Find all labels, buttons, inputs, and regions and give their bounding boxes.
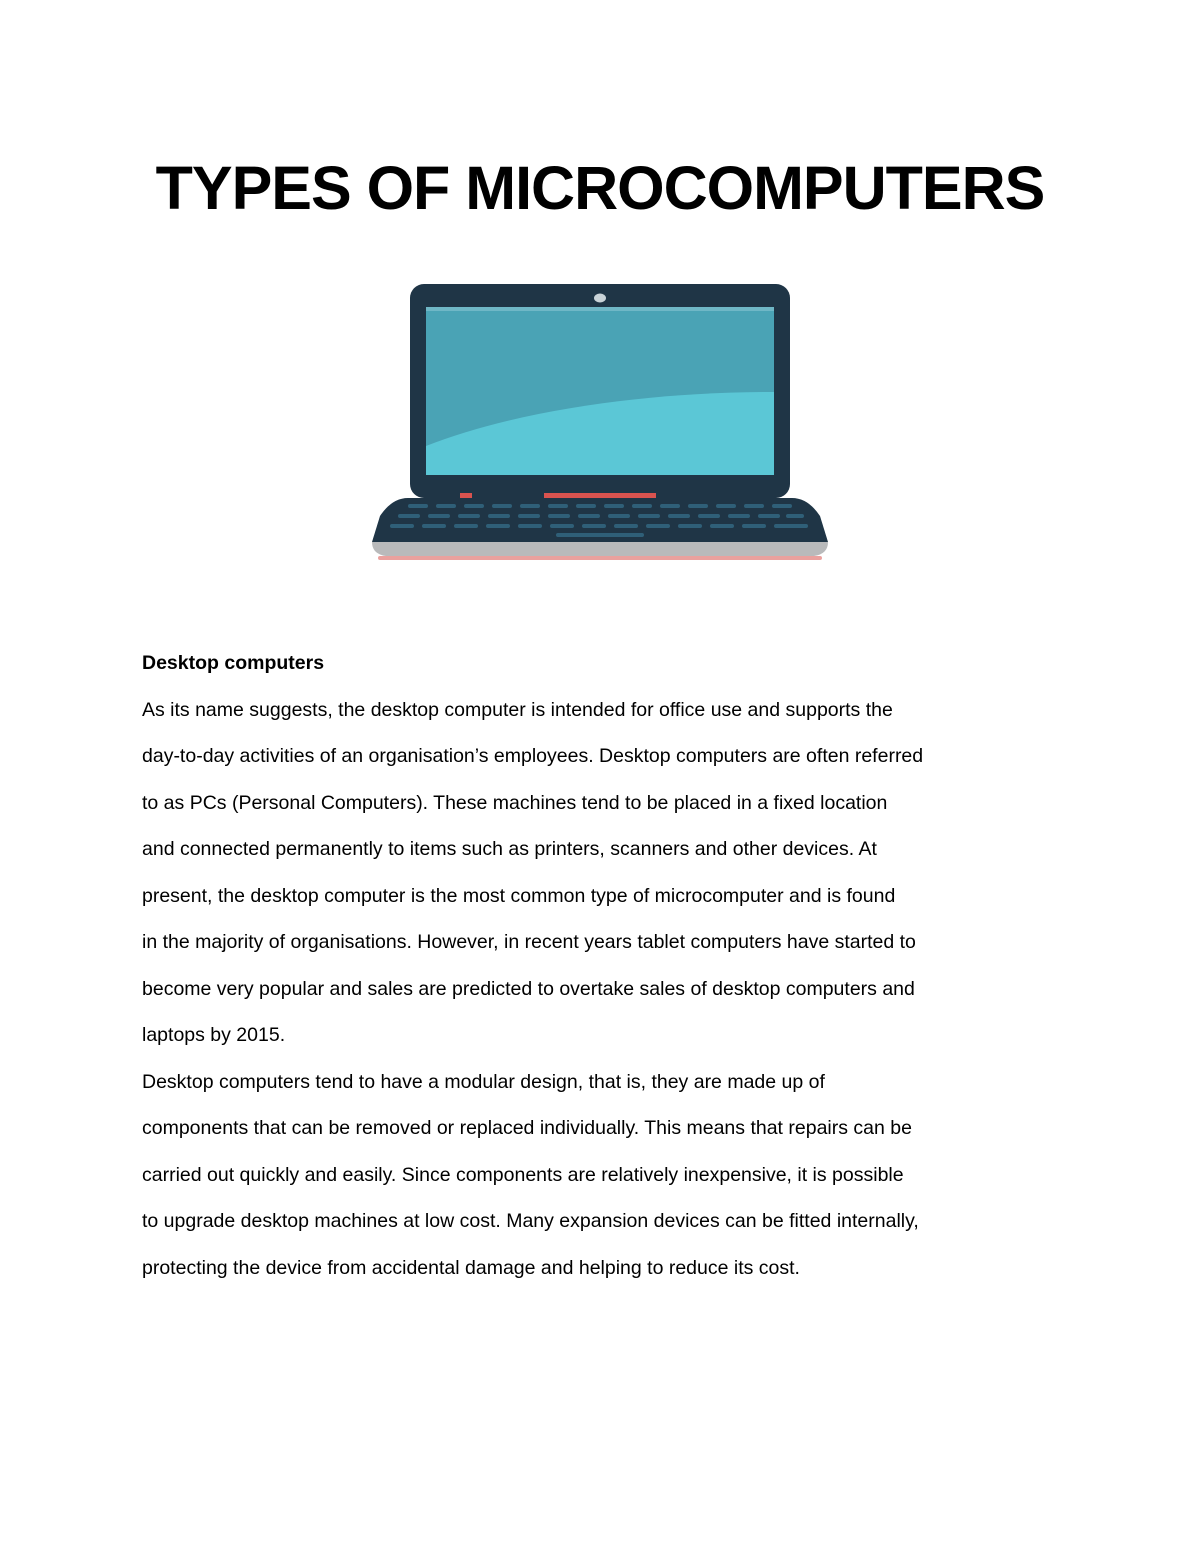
text-line: become very popular and sales are predicted to overtake sales of desktop computers and	[142, 977, 915, 1000]
document-title: TYPES OF MICROCOMPUTERS	[155, 154, 1045, 222]
text-line: to upgrade desktop machines at low cost. Many expansion devices can be fitted internally,	[142, 1210, 919, 1232]
text-line: in the majority of organisations. However, in recent years tablet computers have started to	[142, 931, 916, 953]
text-line: laptops by 2015.	[142, 1024, 286, 1046]
section-heading: Desktop computers	[142, 652, 325, 674]
text-line: protecting the device from accidental damage and helping to reduce its cost.	[142, 1256, 800, 1279]
text-line: carried out quickly and easily. Since components are relatively inexpensive, it is possible	[142, 1163, 904, 1186]
text-line: to as PCs (Personal Computers). These machines tend to be placed in a fixed location	[142, 791, 888, 814]
text-line: Desktop computers tend to have a modular design, that is, they are made up of	[142, 1070, 825, 1093]
document-body	[142, 640, 1022, 1291]
text-line: present, the desktop computer is the most common type of microcomputer and is found	[142, 884, 896, 907]
paragraph	[142, 687, 1022, 1059]
text-line: and connected permanently to items such as printers, scanners and other devices. At	[142, 838, 877, 860]
text-line: As its name suggests, the desktop computer is intended for office use and supports the	[142, 698, 893, 721]
text-line: components that can be removed or replaced individually. This means that repairs can be	[142, 1117, 912, 1139]
text-line: day-to-day activities of an organisation’s employees. Desktop computers are often referred	[142, 745, 924, 767]
laptop-icon	[368, 280, 832, 566]
paragraph	[142, 1059, 1022, 1292]
